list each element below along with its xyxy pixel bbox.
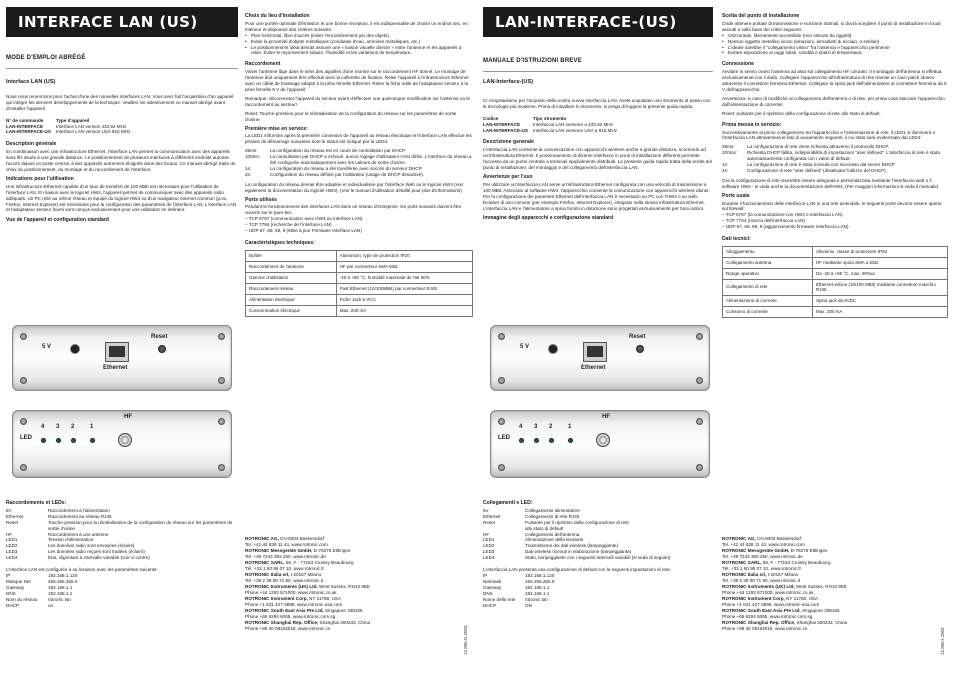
legend-key: Reset [6, 519, 19, 525]
legend-val: Alimentazione della tensione [525, 537, 584, 543]
tech-key: Alloggiamento [723, 247, 813, 258]
timeline-val: La configuration du réseau a été transférée avec succès du serveur DHCP. [270, 165, 423, 171]
company-city: 56, F - 77183 Croissy Beaubourg [761, 560, 831, 565]
tech-val: Aluminium, type de protection IP20 [336, 250, 472, 261]
legend-val: Collegamento alimentatore [525, 507, 580, 513]
tech-key: Consommation électrique [246, 305, 337, 316]
first-text: La LED1 s'illumine après la première connexion de l'appareil au réseau électrique et l'interface LAN effectue les phases de démarrage suivantes dont le statut est indiqué par la LED4: [245, 133, 472, 145]
order-type: Interfaccia LAN versione a 433,92 MHz [533, 121, 613, 127]
timeline-key: 2s: [722, 167, 729, 173]
timeline-val: Richiesta DHCP fallita, indisponibilità di impostazioni "user defined". L'interfaccia di rete è stata automaticamente configurata con i valori di default. [747, 150, 940, 162]
tech-title: Caractéristiques techniques: [245, 240, 315, 246]
company-name: ROTRONIC South East Asia Pte Ltd, [722, 608, 801, 613]
factory-val: 192.168.1.1 [525, 590, 550, 596]
legend-key: LED2 [483, 543, 495, 549]
page-banner: INTERFACE LAN (US) [6, 7, 238, 37]
company-city: Singapore 339156 [323, 608, 363, 613]
table-row [723, 295, 948, 306]
choice-title: Choix du lieu d'installation [245, 13, 310, 19]
timeline-val: La configurazione di rete è stata ricevuta con successo dal server DHCP. [747, 162, 896, 168]
desc-text: En combinaison avec une infrastructure Ethernet, l'interface LAN permet la communication avec des appareils sans fils situés à une grande distance. Le positionnement de plusieurs interfaces à différents endroits autorise l'accès depuis un poste central, à des appareils autrement éloignés dans des locaux. Ce manuel abrégé traite du choix du positionnement, du montage et du raccordement de l'interface. [6, 149, 236, 172]
port-item: – TCP 7784 (ricerca dell'interfaccia LAN) [722, 218, 805, 224]
order-type: Interface LAN version 433,92 MHz [56, 123, 127, 129]
tech-key: Gamme d'utilisation [246, 272, 337, 283]
first-title: Prima messa in servizio: [722, 121, 782, 128]
legend-key: LED2 [6, 543, 18, 549]
order-code: LAN-INTERFACE-US [483, 127, 528, 133]
timeline-key: 1s: [722, 162, 729, 168]
company-contact: Phone +65 6294 6065, www.rotronic.com.sg [245, 614, 336, 619]
led-1-indicator [568, 438, 573, 443]
tech-key: Collegamento antenna [723, 258, 813, 269]
timeline-key: 100ms: [245, 154, 261, 160]
port-item: – UDP 67, 68, 69, 9 (Mise à jour Firmware Interface LAN) [245, 228, 362, 234]
order-type: Interfaccia LAN versione USA a 915 MHz [533, 127, 618, 133]
legend-val: État, clignotant à intervalle variable (voir ci-contre) [48, 555, 150, 561]
order-type: Interface LAN version USA 915 MHz [56, 129, 131, 135]
company-contact: Phone +44 1293 571000, www.rotronic.co.uk [722, 590, 814, 595]
legend-val: Touche-pression pour la réinitialisation de la configuration du réseau sur les paramètres de sortie d'usine [48, 519, 233, 531]
legend-title: Collegamenti e LED: [483, 500, 533, 506]
company-contact: Phone +86 40 08162018, www.rotronic.cn [722, 626, 808, 631]
ports-text: Durante il funzionamento delle interfacce LAN in una rete aziendale, le seguenti porte devono essere aperte sul firewall: [722, 200, 942, 212]
use-title: Indications pour l'utilisation [6, 175, 74, 182]
company-name: ROTRONIC Instruments (UK) Ltd, [722, 584, 795, 589]
tech-key: Raccordement de l'antenne [246, 261, 337, 272]
factory-key: Netmask [483, 578, 502, 584]
company-name: ROTRONIC Shanghai Rep. Office, [245, 620, 319, 625]
use-title: Avvertenze per l'uso [483, 173, 533, 180]
intro-text: Ci congratuliamo per l'acquisto della vostra nuova interfaccia LAN. Avete acquistato uno strumento al passo con le tecnologie più moderne. Prima di installare lo strumento, si prega di leggere la presente guida rapida. [483, 97, 711, 109]
first-title: Première mise en service: [245, 125, 308, 132]
led-4-indicator [41, 438, 46, 443]
table-row [723, 269, 948, 280]
led-num: 2 [549, 424, 553, 430]
factory-key: DNS [6, 590, 16, 596]
company-city: West Sussex, RH10 9EE [317, 584, 370, 589]
legend-val: Collegamento dell'antenna [525, 531, 580, 537]
first-text: Successivamente al primo collegamento tra l'apparecchio e l'alimentazione di rete, il LED1 si illuminerà e l'interfaccia LAN attraverserà le fasi di avviamento seguenti, il cui stato sarà evidenziato dal LED4: [722, 129, 936, 141]
power-jack[interactable] [548, 344, 558, 354]
timeline-val: La consultation par DHCP a échoué, aucun réglage d'utilisateur n'est défini. L'interface du réseau a été configurée automatiquement avec les valeurs de sortie d'usine. [270, 154, 472, 166]
reset-button[interactable] [158, 345, 166, 353]
company-contact: Tél. +33 1 60 95 07 10, www.rotronic.fr [245, 566, 325, 571]
legend-val: Raccordement au réseau RJ45 [48, 513, 112, 519]
intro-text: Nous nous remercions pour l'achat d'une des nouvelles interfaces LAN. Vous avez fait l'acquisition d'un appareil qui intègre les derniers développements de la technique. Veuillez lire attentivement ce manuel abrégé avant d'installer l'appareil. [6, 93, 234, 111]
legend-val: Collegamento di rete RJ45 [525, 513, 580, 519]
factory-val: 192.168.1.120 [48, 572, 78, 578]
it-addresses [722, 536, 897, 632]
tech-val: HF par connecteur SMA 50Ω [336, 261, 472, 272]
company-contact: Tel. +41 44 838 11 44, www.rotronic.com [245, 542, 328, 547]
company-name: ROTRONIC Instruments (UK) Ltd, [245, 584, 318, 589]
factory-key: Masque Net [6, 578, 31, 584]
tech-val: Max. 200 mA [336, 305, 472, 316]
company-contact: Tel. +49 7243 383 250, www.rotronic.de [245, 554, 326, 559]
port-item: – TCP 6767 (communication avec HW4 ou interface LAN) [245, 216, 363, 222]
company-city: Singapore 339156 [800, 608, 840, 613]
company-name: ROTRONIC Messgeräte GmbH, [722, 548, 790, 553]
led-num: 2 [71, 424, 75, 430]
legend-val: Stato, lampeggiante con i seguenti intervalli variabili (si veda di seguito) [525, 555, 671, 561]
legend-val: Dati wireless ricevuti in elaborazione (lampeggiante) [525, 549, 632, 555]
company-city: CH-8303 Bassersdorf [278, 536, 325, 541]
led-1-indicator [90, 438, 95, 443]
timeline-key: 25ms: [245, 148, 258, 154]
factory-val: 192.168.1.1 [525, 584, 550, 590]
table-row [723, 306, 948, 317]
table-row [246, 283, 473, 294]
timeline-val: Configuration du réseau définie par l'utilisateur (usage de DHCP désactivé). [270, 171, 425, 177]
tech-val: Spina jack da 5VDC [813, 295, 948, 306]
factory-val: rotronic lan [48, 596, 71, 602]
desc-title: Description générale [6, 141, 57, 148]
legend-val: Raccordement à une antenne [48, 531, 109, 537]
company-contact: Tel. +49 7243 383 250, www.rotronic.de [722, 554, 803, 559]
company-name: ROTRONIC Italia srl, [722, 572, 767, 577]
company-contact: Tel. +39 2 39 00 71 90, www.rotronic.it [245, 578, 324, 583]
it-legend [483, 497, 713, 647]
factory-key: DNS [483, 590, 493, 596]
table-row [723, 247, 948, 258]
reset-text: Reset: pulsante per il ripristino della configurazione di rete allo stato di default. [722, 110, 881, 116]
company-contact: Phone +86 40 08162018, www.rotronic.cn [245, 626, 331, 631]
desc-text: L'interfaccia LAN consente la comunicazione con apparecchi wireless anche a grande distanza, ricorrendo ad un'infrastruttura Ethernet. Il posizionamento di diverse interfacce in punti di installazione differenti permette l'accesso da un punto centrale a terminali spazialmente distribuiti. La presente guida rapida tratta della scelta del punto di installazione, del montaggio e del collegamento dell'interfaccia LAN. [483, 147, 712, 171]
tech-table [245, 250, 473, 317]
dc-label: 5 V [42, 344, 52, 350]
factory-key: IP [6, 572, 11, 578]
factory-key: DHCP [483, 602, 497, 608]
led-label: LED [498, 435, 510, 441]
legend-val: Pulsante per il ripristino della configurazione di rete allo stato di default [525, 519, 629, 531]
company-contact: Phone +65 6294 6065, www.rotronic.com.sg [722, 614, 813, 619]
config-text: Ora la configurazione di rete dovrebbe essere adeguata e personalizzata mediante l'interfaccia web o il software HW4 - si veda anche la documentazione dell'HW4. (Per maggiori informazioni si veda il manuale) [722, 177, 939, 189]
led-num: 4 [519, 424, 523, 430]
company-city: CH-8303 Bassersdorf [755, 536, 802, 541]
antenna-connector[interactable] [118, 433, 132, 447]
table-row [246, 250, 473, 261]
ethernet-port[interactable] [105, 342, 129, 362]
legend-val: Les données radio reçues sont traitées (éclairs) [48, 549, 145, 555]
company-city: I-20157 Milano [766, 572, 799, 577]
product-title: LAN-Interface-(US) [483, 79, 534, 85]
company-name: ROTRONIC Instrument Corp, [245, 596, 308, 601]
company-name: ROTRONIC Shanghai Rep. Office, [722, 620, 796, 625]
choice-list [245, 33, 473, 57]
order-head-code: Codice [483, 115, 499, 121]
list-item: • L'ideale sarebbe il "collegamento visivo" fra l'antenna e l'apparecchio pertinente [722, 45, 948, 51]
timeline-val: La configuration du réseau est en cours de consultation par DHCP. [270, 148, 406, 154]
tech-key: Alimentation électrique [246, 294, 337, 305]
led-2-indicator [549, 438, 554, 443]
tech-key: Consumo di corrente [723, 306, 813, 317]
list-item: • Éviter la proximité d'objets métalliques (conduites d'eau, armoires métalliques, etc.) [245, 39, 473, 45]
company-name: ROTRONIC SARL, [722, 560, 762, 565]
ports-title: Ports utilisés [245, 196, 277, 203]
order-code: LAN-INTERFACE-US [6, 129, 51, 135]
order-table [483, 116, 713, 134]
legend-key: HF [6, 531, 13, 537]
dc-label: 5 V [520, 344, 530, 350]
tech-table [722, 246, 948, 318]
factory-val: 192.168.1.120 [525, 572, 555, 578]
legend-key: Ethernet [483, 513, 501, 519]
order-head-type: Type d'appareil [56, 117, 90, 123]
tech-title: Dati tecnici: [722, 236, 751, 243]
table-row [246, 294, 473, 305]
table-row [246, 305, 473, 316]
port-item: – TCP 7784 (recherche de l'interface LAN) [245, 222, 332, 228]
fr-addresses [245, 536, 420, 632]
tech-val: HF mediante spina SMA a 50Ω [813, 258, 948, 269]
port-item: – UDP 67, 68, 69, 9 (aggiornamento firmware interfaccia LAN) [722, 224, 849, 230]
product-title: Interface LAN (US) [6, 79, 56, 85]
led-4-indicator [519, 438, 524, 443]
factory-key: Nom du réseau [6, 596, 38, 602]
section-mode: MANUALE D'ISTRUZIONI BREVE [483, 58, 582, 64]
led-2-indicator [71, 438, 76, 443]
timeline-val: Configurazione di rete "user defined" (disattivato l'utilizzo del DHCP). [747, 167, 887, 173]
list-item: • Orizzontale, liberamente accessibile (non ostruito da oggetti) [722, 33, 948, 39]
tech-val: Da -20 a +85 °C, max. 90%ur [813, 269, 948, 280]
factory-val: on [48, 602, 54, 608]
tech-key: Range operativo [723, 269, 813, 280]
fr-legend [6, 497, 238, 647]
legend-key: LED1 [483, 537, 495, 543]
page-banner: LAN-INTERFACE-(US) [483, 7, 713, 37]
company-contact: Phone +1 631 427-3898, www.rotronic-usa.com [722, 602, 820, 607]
company-contact: Phone +44 1293 571000, www.rotronic.co.uk [245, 590, 337, 595]
ports-text: Pendant le fonctionnement des interfaces LAN dans un réseau d'entreprise, les ports suivants doivent être ouverts sur le pare-feu: [245, 204, 462, 216]
legend-key: 5V [483, 507, 489, 513]
legend-key: LED4 [483, 555, 495, 561]
factory-key: Gateway [6, 584, 25, 590]
company-city: I-20157 Milano [289, 572, 322, 577]
factory-val: ON [525, 602, 532, 608]
led-3-indicator [56, 438, 61, 443]
conn-title: Raccordement [245, 61, 281, 68]
factory-val: 255.255.255.0 [525, 578, 555, 584]
conn-title: Connessione [722, 61, 754, 68]
tech-val: Max. 200 mA [813, 306, 948, 317]
legend-key: Ethernet [6, 513, 24, 519]
figure-title: Vue de l'appareil et configuration standard [6, 217, 109, 224]
led-3-indicator [534, 438, 539, 443]
timeline-val: La configurazione di rete viene richiesta attraverso il protocollo DHCP. [747, 144, 890, 150]
order-code: LAN-INTERFACE [6, 123, 44, 129]
doc-number: 12.800.I.2003 [940, 627, 945, 655]
ethernet-port[interactable] [583, 342, 607, 362]
legend-val: Tension d'alimentation [48, 537, 94, 543]
table-row [246, 261, 473, 272]
factory-val: 255.255.255.0 [48, 578, 78, 584]
use-text: Une infrastructure Ethernet capable d'un taux de transfert de 100 MBit est nécessaire pour l'utilisation de l'interface LAN. En liaison avec le logiciel HW4, l'appareil permet de communiquer avec des appareils radio adéquats. Un PC relié au même réseau et équipé du logiciel HW4 ou d'un navigateur Internet commun (p.ex. Firefox, Internet Explorer) est nécessaire pour la configuration des paramètres de l'interface LAN. L'interface LAN et l'adaptateur secteur fourni sont conçus exclusivement pour une utilisation en intérieur. [6, 183, 237, 213]
timeline-key: 100ms: [722, 150, 738, 156]
device-front-view [490, 325, 710, 391]
tech-val: Fiche Jack 5 VCC [336, 294, 472, 305]
reset-button[interactable] [636, 345, 644, 353]
led-num: 1 [90, 424, 94, 430]
legend-title: Raccordements et LEDs: [6, 500, 67, 506]
device-back-view [12, 410, 232, 478]
order-head-code: N° de commande [6, 117, 44, 123]
led-num: 3 [56, 424, 60, 430]
tech-val: -20 à +85 °C, humidité maximale de l'air 90% [336, 272, 472, 283]
led-num: 1 [568, 424, 572, 430]
order-head-type: Tipo strumento [533, 115, 567, 121]
company-contact: Phone +1 631 427-3898, www.rotronic-usa.com [245, 602, 343, 607]
list-item: • Plan horizontal, libre d'accès (éviter l'encombrement par des objets) [245, 33, 473, 39]
company-city: D-76275 Ettlingen [789, 548, 828, 553]
company-contact: Tel. +39 2 39 00 71 90, www.rotronic.it [722, 578, 801, 583]
company-name: ROTRONIC SARL, [245, 560, 285, 565]
power-jack[interactable] [70, 344, 80, 354]
led-label: LED [20, 435, 32, 441]
choice-text: Pour une portée optimale d'émission et une bonne réception, il est indispensable de choisir un endroit sec, en intérieur et disposant des critères suivants: [245, 20, 468, 32]
conn-text: Visser l'antenne lâge dans le sens des aiguilles d'une montre sur le raccordement HF donné. Le montage de l'antenne doit uniquement être effectué avec la collerette de fixation. Relier l'appareil à l'infrastructure Ethernet avec un câble de brassage adapté à la prise femelle Ethernet. Relier la fiche mâle de l'adaptateur secteur à la prise femelle 5 V de l'appareil. [245, 69, 469, 92]
company-city: West Sussex, RH10 9EE [794, 584, 847, 589]
company-city: NY 11788, USA [307, 596, 342, 601]
legend-val: Les données radio sont envoyées (éclairs) [48, 543, 135, 549]
led-num: 4 [41, 424, 45, 430]
reset-label: Reset [151, 334, 168, 340]
order-code: LAN-INTERFACE [483, 121, 521, 127]
tech-val: Ethernet veloce (10/100 MBit) mediante connettore maschio RJ45 [813, 280, 948, 296]
factory-text: L'interface LAN est configurée à sa livraison avec les paramètres suivants: [6, 567, 158, 573]
port-item: – TCP 6767 (la comunicazione con HW4 e interfaccia LAN) [722, 212, 843, 218]
timeline-key: 1s: [245, 165, 252, 171]
hf-label: HF [602, 414, 610, 420]
device-front-view [12, 325, 232, 391]
choice-text: Onde ottenere portate di trasmissione e ricezione ottimali, si dovrà scegliere il punto di installazione in locali asciutti e sulla base dei criteri seguenti: [722, 20, 941, 32]
legend-key: LED3 [483, 549, 495, 555]
factory-key: DHCP [6, 602, 20, 608]
legend-key: LED4 [6, 555, 18, 561]
company-name: ROTRONIC AG, [722, 536, 756, 541]
factory-text: L'interfaccia LAN presenta una configurazione di default con le seguenti impostazioni di rete: [483, 567, 672, 573]
doc-number: 12.800.D.2003 [463, 625, 468, 655]
company-name: ROTRONIC AG, [245, 536, 279, 541]
tech-val: Fast Ethernet (10/100MBit) par connecteur RJ45 [336, 283, 472, 294]
legend-key: 5V [6, 507, 12, 513]
tech-val: Alluminio, classe di protezione IP20 [813, 247, 948, 258]
company-city: D-76275 Ettlingen [312, 548, 351, 553]
conn-text: Avvitare in senso orario l'antenna ad asta sul collegamento HF colorato. Il montaggio dell'antenna si effettua esclusivamente con il dado. Collegare l'apparecchio all'infrastruttura di rete tramite un cavo patch idoneo attraverso il connettore femmina Ethernet. Collegare la spina jack dell'alimentatore al connettore femmina da 5 V dell'apparecchio. [722, 69, 947, 92]
legend-key: LED3 [6, 549, 18, 555]
reset-label: Reset [629, 334, 646, 340]
company-name: ROTRONIC South East Asia Pte Ltd, [245, 608, 324, 613]
tech-key: Raccordement réseau [246, 283, 337, 294]
list-item: • Nessun oggetto metallico vicino (tubazioni, armadietti di acciaio, o similari) [722, 39, 948, 45]
choice-title: Scelta del punto di installazione [722, 13, 800, 19]
factory-key: IP [483, 572, 488, 578]
company-city: Shanghai 200233, China [795, 620, 848, 625]
list-item: • Evitare esposizione ai raggi solari, umidità e sbalzi di temperatura [722, 50, 948, 56]
company-contact: Tél. +33 1 60 95 07 10, www.rotronic.fr [722, 566, 802, 571]
tech-key: Alimentazione di corrente [723, 295, 813, 306]
table-row [246, 272, 473, 283]
company-city: Shanghai 200233, China [318, 620, 371, 625]
choice-list [722, 33, 948, 57]
order-table [6, 118, 238, 136]
remark-text: Remarque: déconnecter l'appareil du secteur avant d'effectuer une quelconque modification sur l'antenne ou le raccordement au secteur! [245, 95, 470, 107]
legend-key: HF [483, 531, 490, 537]
legend-val: Trasmissione dei dati wireless (lampeggiante) [525, 543, 619, 549]
table-row [723, 280, 948, 296]
figure-title: Immagine degli apparecchi e configurazione standard [483, 215, 614, 222]
timeline-key: 2s: [245, 171, 252, 177]
timeline-key: 25ms: [722, 144, 735, 150]
company-city: 56, F - 77183 Croissy Beaubourg [284, 560, 354, 565]
legend-key: LED1 [6, 537, 18, 543]
factory-key: Nome della rete [483, 596, 516, 602]
ethernet-label: Ethernet [581, 365, 606, 371]
factory-key: Gateway [483, 584, 502, 590]
config-text: La configuration du réseau devrait être adaptée et individualisée par l'interface Web ou le logiciel HW4 (voir également la documentation du logiciel HW4). (Voir le manuel d'utilisation détaillé pour plus d'informations) [245, 181, 464, 193]
tech-key: Boîtier [246, 250, 337, 261]
company-city: NY 11788, USA [784, 596, 819, 601]
reset-text: Reset: Touche-pression pour la réinitialisation de la configuration du réseau sur les paramètres de sortie d'usine. [245, 110, 457, 122]
antenna-connector[interactable] [596, 433, 610, 447]
ports-title: Porte usate [722, 192, 750, 199]
company-name: ROTRONIC Italia srl, [245, 572, 290, 577]
desc-title: Descrizione generale [483, 139, 534, 146]
company-contact: Tel. +41 44 838 11 44, www.rotronic.com [722, 542, 805, 547]
factory-val: 192.168.1.1 [48, 590, 73, 596]
legend-val: Raccordement à l'alimentation [48, 507, 110, 513]
company-name: ROTRONIC Instrument Corp, [722, 596, 785, 601]
remark-text: Avvertenza: in caso di modifiche al collegamento dell'antenna o di rete, per prima cosa staccare l'apparecchio dall'alimentazione di corrente! [722, 95, 945, 107]
table-row [723, 258, 948, 269]
list-item: • Le positionnement idéal devrait assurer une « liaison visuelle directe » entre l'antenne et les appareils à relier. Éviter le rayonnement solaire, l'humidité et les variations de température. [245, 45, 473, 57]
factory-val: rotronic lan [525, 596, 548, 602]
section-mode: MODE D'EMPLOI ABRÉGÉ [6, 55, 86, 61]
legend-key: Reset [483, 519, 496, 525]
ethernet-label: Ethernet [103, 365, 128, 371]
use-text: Per utilizzare un'interfaccia LAN serve un'infrastruttura Ethernet configurata con una velocità di trasmissione a 100 MBit. Associato al software HW4, l'apparecchio consente la comunicazione con apparecchi wireless idonei. Per la configurazione dei parametri Ethernet dell'interfaccia LAN è necessario un PC con l'HW4 o un web-browser di uso comune (per esempio Firefox, Internet Explorer), integrato nella stessa infrastruttura Ethernet. L'interfaccia LAN e l'alimentatore a spina fornito in dotazione sono progettati esclusivamente per l'uso indoor. [483, 181, 710, 211]
led-num: 3 [534, 424, 538, 430]
device-back-view [490, 410, 710, 478]
hf-label: HF [124, 414, 132, 420]
company-name: ROTRONIC Messgeräte GmbH, [245, 548, 313, 553]
tech-key: Collegamento di rete [723, 280, 813, 296]
factory-val: 192.168.1.1 [48, 584, 73, 590]
